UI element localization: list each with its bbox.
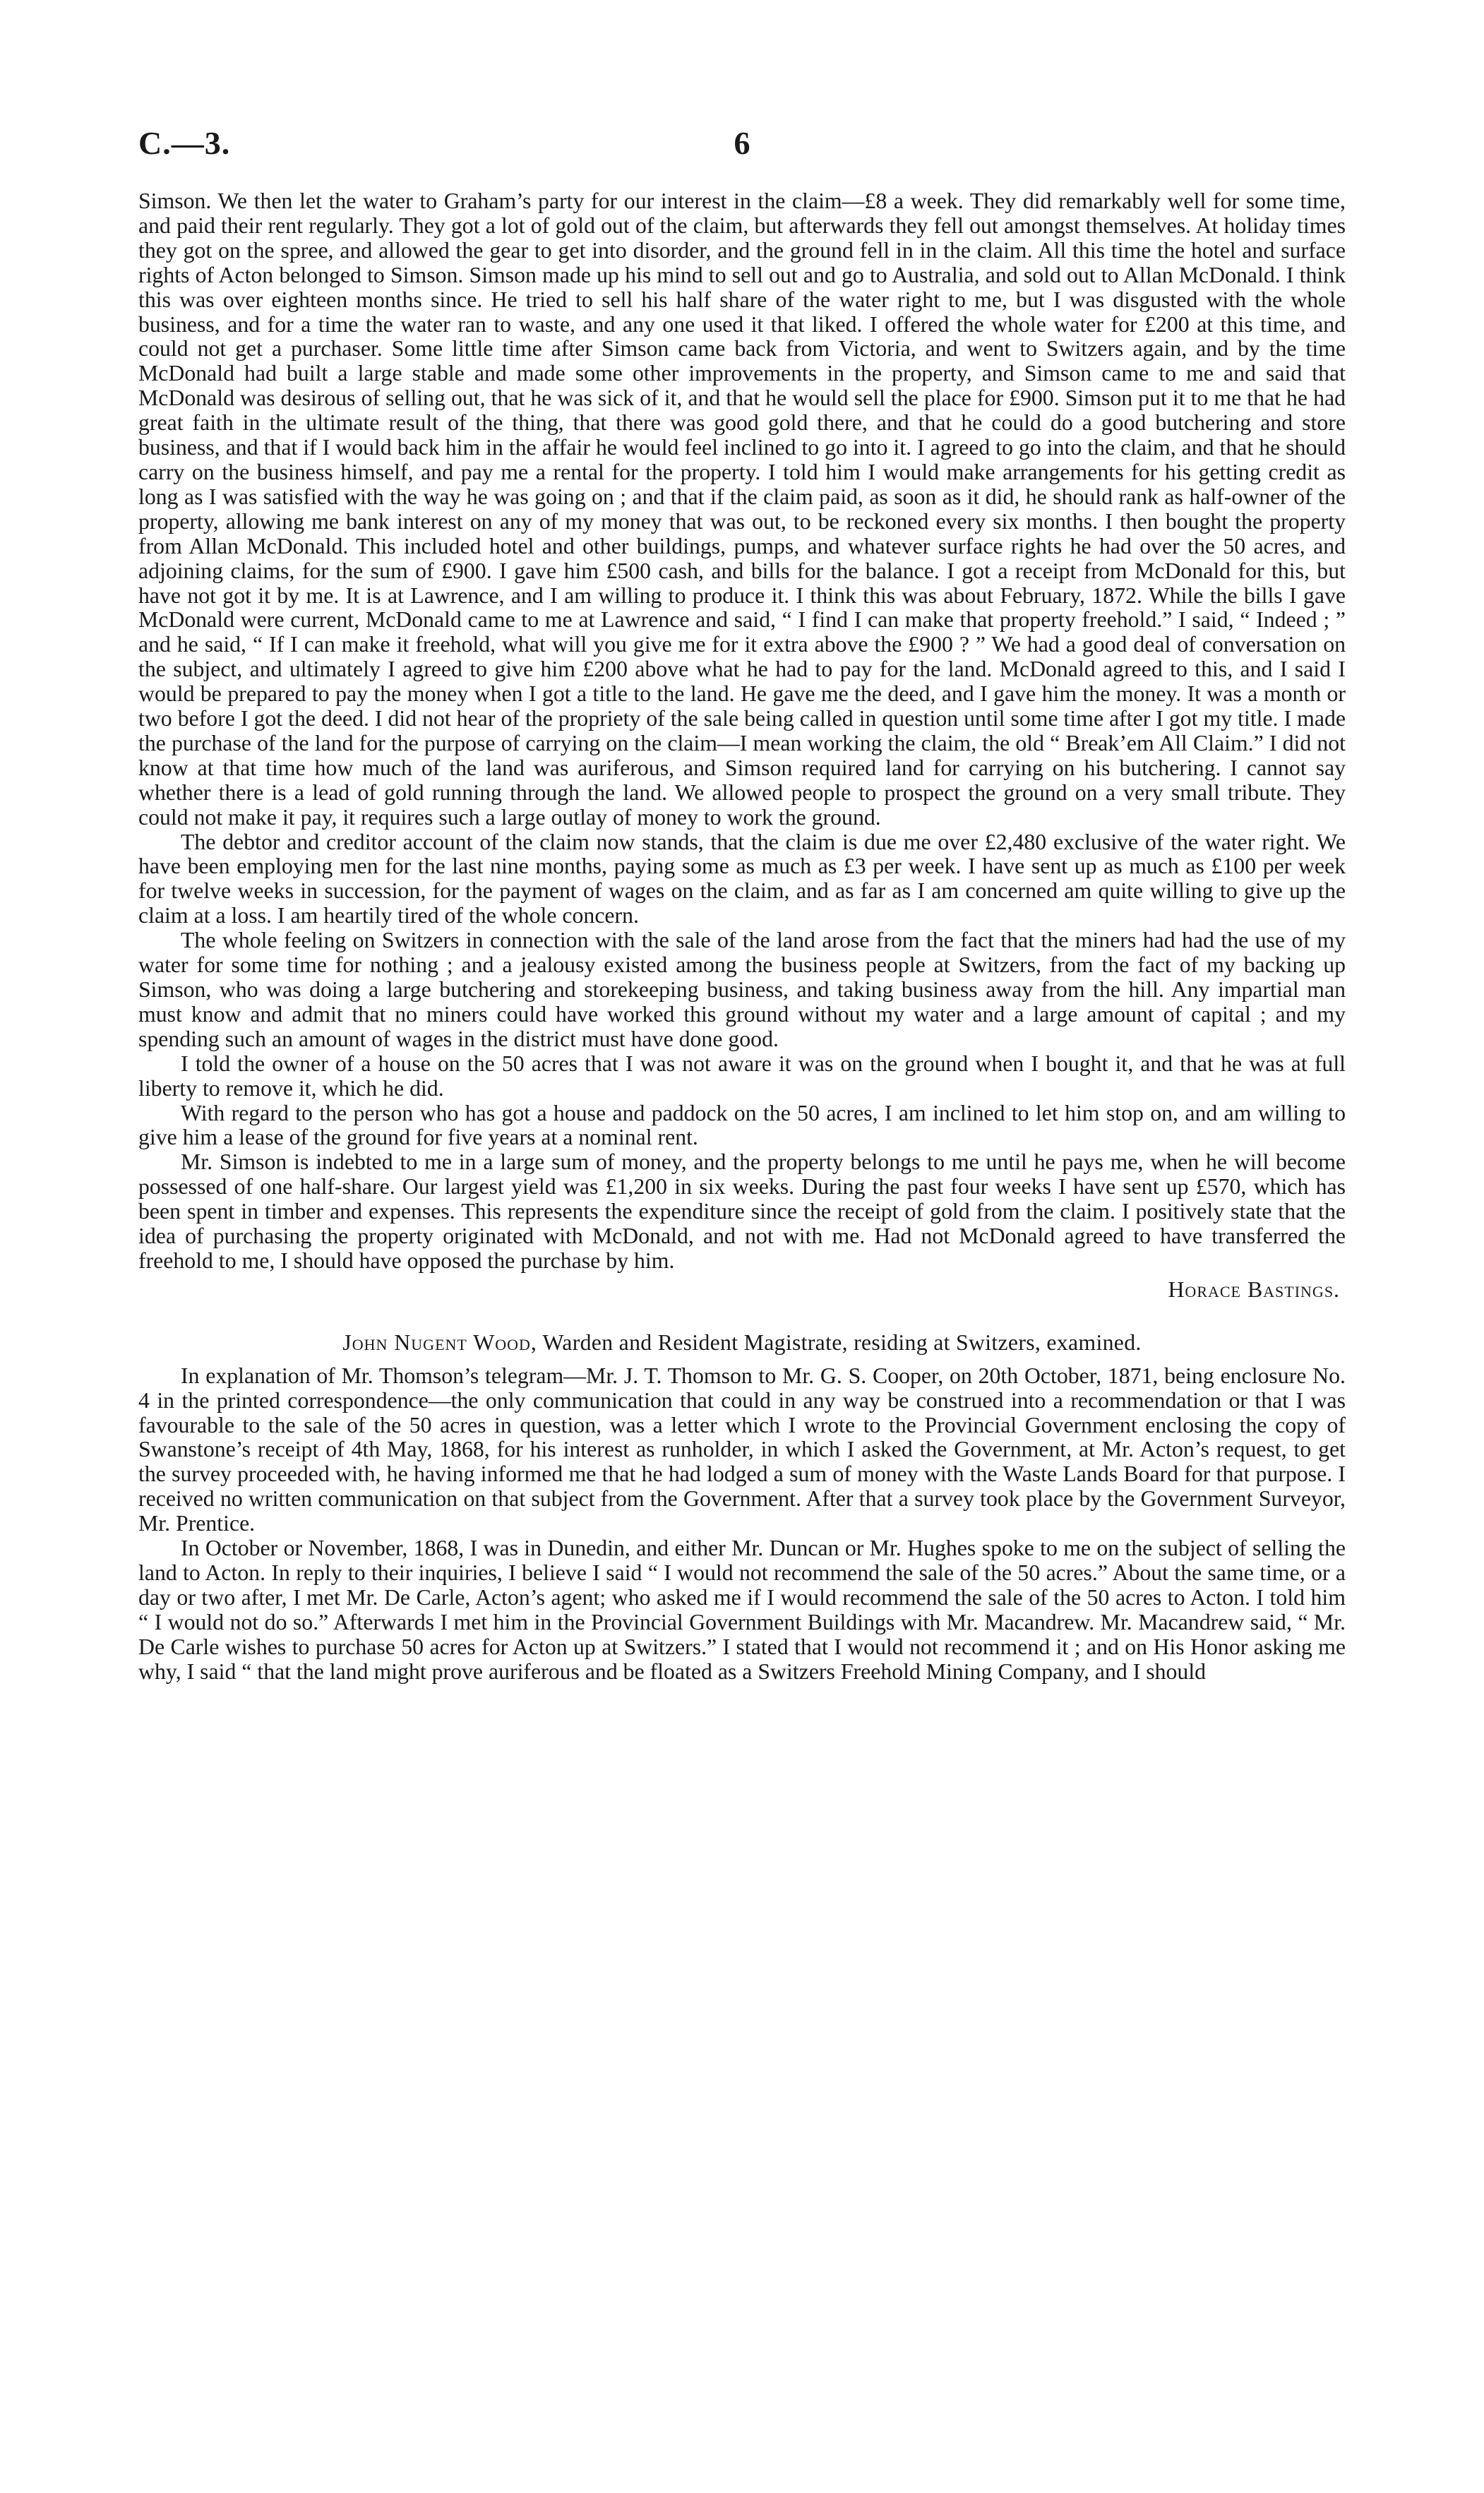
paragraph-4: I told the owner of a house on the 50 acres that I was not aware it was on the ground when I bought it, and that he was at full liberty to remove it, which he did. — [138, 1051, 1346, 1101]
paragraph-1: Simson. We then let the water to Graham’s party for our interest in the claim—£8 a week. They did remarkably well for some time, and paid their rent regularly. They got a lot of gold out of the claim, but afterwards they fell out amongst themselves. At holiday times they got on the spree, and allowed the gear to get into disorder, and the ground fell in in the claim. All this time the hotel and surface rights of Acton belonged to Simson. Simson made up his mind to sell out and go to Australia, and sold out to Allan McDonald. I think this was over eighteen months since. He tried to sell his half share of the water right to me, but I was disgusted with the whole business, and for a time the water ran to waste, and any one used it that liked. I offered the whole water for £200 at this time, and could not get a purchaser. Some little time after Simson came back from Victoria, and went to Switzers again, and by the time McDonald had built a large stable and made some other improvements in the property, and Simson came to me and said that McDonald was desirous of selling out, that he was sick of it, and that he would sell the place for £900. Simson put it to me that he had great faith in the ultimate result of the thing, that there was good gold there, and that he could do a good butchering and store business, and that if I would back him in the affair he would feel inclined to go into it. I agreed to go into the claim, and that he should carry on the business himself, and pay me a rental for the property. I told him I would make arrangements for his getting credit as long as I was satisfied with the way he was going on ; and that if the claim paid, as soon as it did, he should rank as half-owner of the property, allowing me bank interest on any of my money that was out, to be reckoned every six months. I then bought the property from Allan McDonald. This included hotel and other buildings, pumps, and whatever surface rights he had over the 50 acres, and adjoining claims, for the sum of £900. I gave him £500 cash, and bills for the balance. I got a receipt from McDonald for this, but have not got it by me. It is at Lawrence, and I am willing to produce it. I think this was about February, 1872. While the bills I gave McDonald were current, McDonald came to me at Lawrence and said, “ I find I can make that property freehold.” I said, “ Indeed ; ” and he said, “ If I can make it freehold, what will you give me for it extra above the £900 ? ” We had a good deal of conversation on the subject, and ultimately I agreed to give him £200 above what he had to pay for the land. McDonald agreed to this, and I said I would be prepared to pay the money when I got a title to the land. He gave me the deed, and I gave him the money. It was a month or two before I got the deed. I did not hear of the propriety of the sale being called in question until some time after I got my title. I made the purchase of the land for the purpose of carrying on the claim—I mean working the claim, the old “ Break’em All Claim.” I did not know at that time how much of the land was auriferous, and Simson required land for carrying on his butchering. I cannot say whether there is a lead of gold running through the land. We allowed people to prospect the ground on a very small tribute. They could not make it pay, it requires such a large outlay of money to work the ground. — [138, 189, 1346, 830]
paragraph-5: With regard to the person who has got a house and paddock on the 50 acres, I am inclined to let him stop on, and am willing to give him a lease of the ground for five years at a nominal rent. — [138, 1100, 1346, 1150]
paragraph-8: In October or November, 1868, I was in Dunedin, and either Mr. Duncan or Mr. Hughes spoke to me on the subject of selling the land to Acton. In reply to their inquiries, I believe I said “ I would not recommend the sale of the 50 acres.” About the same time, or a day or two after, I met Mr. De Carle, Acton’s agent; who asked me if I would recommend the sale of the 50 acres to Acton. I told him “ I would not do so.” Afterwards I met him in the Provincial Government Buildings with Mr. Macandrew. Mr. Macandrew said, “ Mr. De Carle wishes to purchase 50 acres for Acton up at Switzers.” I stated that I would not recommend it ; and on His Honor asking me why, I said “ that the land might prove auriferous and be floated as a Switzers Freehold Mining Company, and I should — [138, 1536, 1346, 1684]
page-number: 6 — [734, 125, 750, 161]
page-body — [138, 189, 1346, 1684]
page-header — [138, 124, 1346, 167]
witness-signature: Horace Bastings. — [1168, 1277, 1340, 1302]
paragraph-6: Mr. Simson is indebted to me in a large sum of money, and the property belongs to me until he pays me, when he will become possessed of one half-share. Our largest yield was £1,200 in six weeks. During the past four weeks I have sent up £570, which has been spent in timber and expenses. This represents the expenditure since the receipt of gold from the claim. I positively state that the idea of purchasing the property originated with McDonald, and not with me. Had not McDonald agreed to have transferred the freehold to me, I should have opposed the purchase by him. — [138, 1149, 1346, 1273]
witness-name: John Nugent Wood, — [342, 1329, 537, 1355]
paragraph-3: The whole feeling on Switzers in connection with the sale of the land arose from the fact that the miners had had the use of my water for some time for nothing ; and a jealousy existed among the business people at Switzers, from the fact of my backing up Simson, who was doing a large butchering and storekeeping business, and taking business away from the hill. Any impartial man must know and admit that no miners could have worked this ground without my water and a large amount of capital ; and my spending such an amount of wages in the district must have done good. — [138, 928, 1346, 1051]
witness-heading — [138, 1331, 1346, 1356]
paragraph-2: The debtor and creditor account of the claim now stands, that the claim is due me over £2,480 exclusive of the water right. We have been employing men for the last nine months, paying some as much as £3 per week. I have sent up as much as £100 per week for twelve weeks in succession, for the payment of wages on the claim, and as far as I am concerned am quite willing to give up the claim at a loss. I am heartily tired of the whole concern. — [138, 829, 1346, 928]
paragraph-7: In explanation of Mr. Thomson’s telegram—Mr. J. T. Thomson to Mr. G. S. Cooper, on 20th October, 1871, being enclosure No. 4 in the printed correspondence—the only communication that could in any way be construed into a recommendation or that I was favourable to the sale of the 50 acres in question, was a letter which I wrote to the Provincial Government enclosing the copy of Swanstone’s receipt of 4th May, 1868, for his interest as runholder, in which I asked the Government, at Mr. Acton’s request, to get the survey proceeded with, he having informed me that he had lodged a sum of money with the Waste Lands Board for that purpose. I received no written communication on that subject from the Government. After that a survey took place by the Government Surveyor, Mr. Prentice. — [138, 1363, 1346, 1536]
document-reference: C.—3. — [138, 125, 231, 161]
witness-description: Warden and Resident Magistrate, residing at Switzers, examined. — [542, 1329, 1142, 1355]
